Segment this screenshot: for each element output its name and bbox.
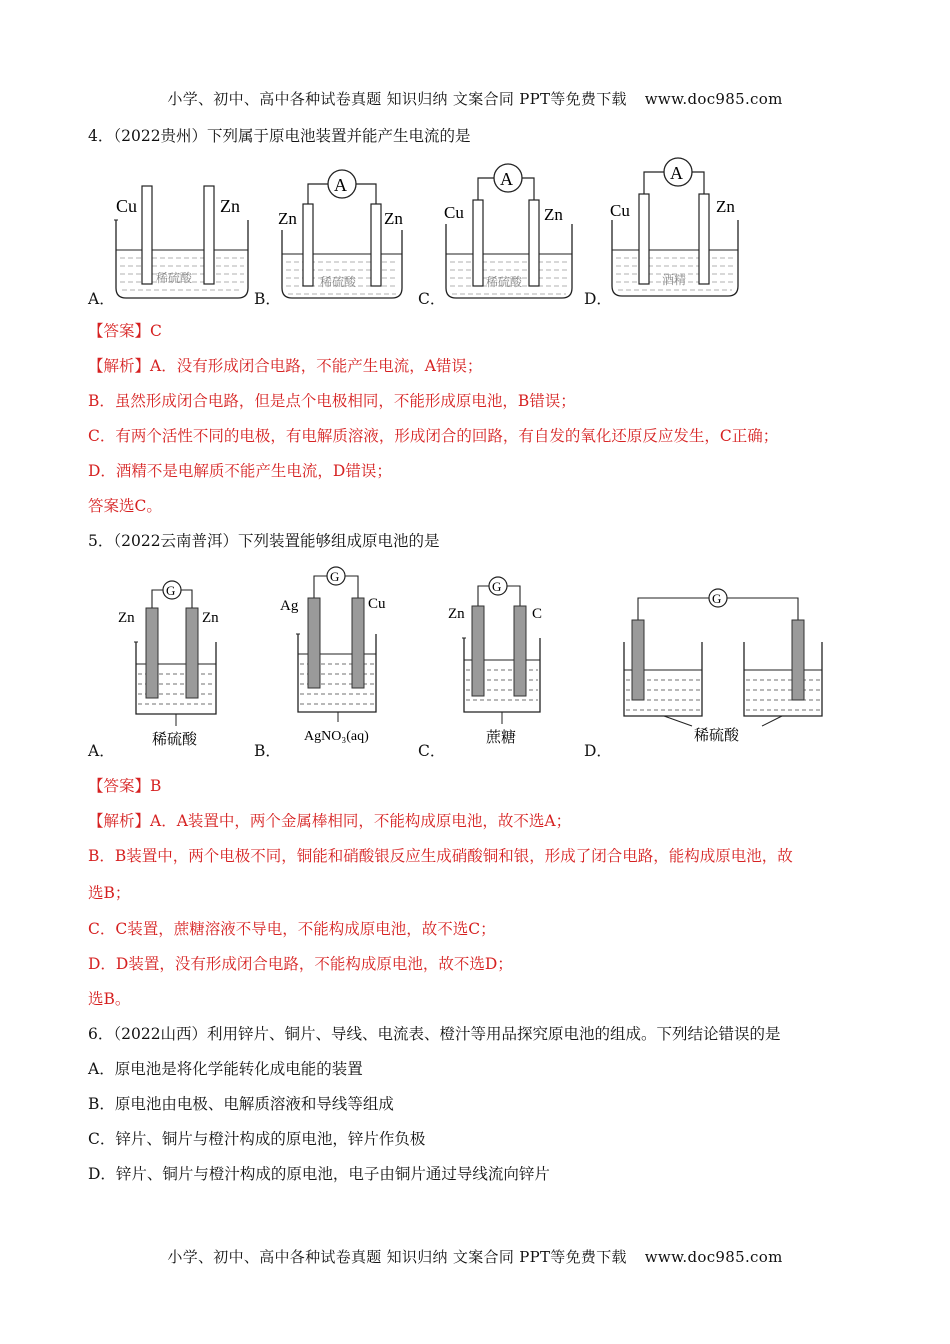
q5-option-b: B． (254, 742, 281, 760)
q4d-right-label: Zn (716, 197, 735, 216)
q4a-left-label: Cu (116, 196, 138, 216)
page-footer (0, 1246, 950, 1267)
q5b-liquid-label: AgNO₃(aq) (304, 729, 369, 744)
q4-analysis-0: 【解析】A．没有形成闭合电路，不能产生电流，A错误； (88, 357, 483, 375)
q5-option-a: A． (88, 742, 115, 760)
q6-choice-d: D．锌片、铜片与橙汁构成的原电池，电子由铜片通过导线流向锌片 (88, 1165, 550, 1183)
q4d-left-label: Cu (610, 201, 630, 220)
q4-analysis-2: C．有两个活性不同的电极，有电解质溶液，形成闭合的回路，有自发的氧化还原反应发生，C正确； (88, 427, 779, 445)
header-text: 小学、初中、高中各种试卷真题 知识归纳 文案合同 PPT等免费下载 (167, 90, 627, 108)
q4b-right-label: Zn (384, 209, 403, 228)
q4-fig-a (112, 180, 252, 302)
q5-stem: 5．（2022云南普洱）下列装置能够组成原电池的是 (88, 532, 440, 550)
q4-option-c: C． (418, 290, 446, 308)
q6-stem: 6．（2022山西）利用锌片、铜片、导线、电流表、橙汁等用品探究原电池的组成。下列结论错误的是 (88, 1025, 781, 1043)
q4b-meter-label: A (334, 175, 347, 195)
q4a-right-label: Zn (220, 196, 240, 216)
q4-option-b: B． (254, 290, 281, 308)
q5b-left-label: Ag (280, 598, 299, 614)
q5-answer: 【答案】B (88, 777, 162, 795)
q6-choice-c: C．锌片、铜片与橙汁构成的原电池，锌片作负极 (88, 1130, 426, 1148)
q5-fig-d (612, 586, 842, 746)
q5-analysis-0: 【解析】A．A装置中，两个金属棒相同，不能构成原电池，故不选A； (88, 812, 572, 830)
q4-option-d: D． (584, 290, 612, 308)
q5c-left-label: Zn (448, 606, 465, 622)
header-url: www.doc985.com (644, 90, 783, 108)
q5-fig-b (278, 562, 390, 746)
q4-fig-c (442, 162, 576, 302)
q4-fig-b (278, 168, 406, 302)
q5c-right-label: C (532, 606, 543, 622)
q4-answer: 【答案】C (88, 322, 162, 340)
q5a-left-label: Zn (118, 610, 135, 626)
q5-option-c: C． (418, 742, 446, 760)
q5-analysis-1: B．B装置中，两个电极不同，铜能和硝酸银反应生成硝酸铜和银，形成了闭合电路，能构成原电池，故 (88, 847, 793, 865)
q4d-meter-label: A (670, 163, 683, 183)
q6-choice-a: A．原电池是将化学能转化成电能的装置 (88, 1060, 363, 1078)
q6-choice-b: B．原电池由电极、电解质溶液和导线等组成 (88, 1095, 394, 1113)
q4c-liquid-label: 稀硫酸 (486, 275, 523, 289)
q4a-liquid-label: 稀硫酸 (156, 271, 193, 285)
q4-stem: 4．（2022贵州）下列属于原电池装置并能产生电流的是 (88, 127, 471, 145)
page-header (0, 88, 950, 109)
q4c-left-label: Cu (444, 203, 464, 222)
q5b-right-label: Cu (368, 596, 386, 612)
q5-analysis-2: 选B； (88, 884, 131, 902)
q5c-meter-label: G (492, 579, 502, 594)
q4d-liquid-label: 酒精 (662, 273, 687, 287)
q4-analysis-3: D．酒精不是电解质不能产生电流，D错误； (88, 462, 392, 480)
q4-analysis-1: B．虽然形成闭合电路，但是点个电极相同，不能形成原电池，B错误； (88, 392, 576, 410)
q4b-liquid-label: 稀硫酸 (320, 275, 357, 289)
q5d-meter-label: G (712, 591, 722, 606)
q4-fig-d (608, 156, 742, 300)
q5a-liquid-label: 稀硫酸 (152, 732, 198, 748)
q5-analysis-3: C．C装置，蔗糖溶液不导电，不能构成原电池，故不选C； (88, 920, 496, 938)
q5a-right-label: Zn (202, 610, 219, 626)
q5a-meter-label: G (166, 583, 176, 598)
q4-analysis-4: 答案选C。 (88, 497, 162, 515)
q5-analysis-5: 选B。 (88, 990, 131, 1008)
q5-option-d: D． (584, 742, 612, 760)
q5b-meter-label: G (330, 569, 340, 584)
q4c-right-label: Zn (544, 205, 563, 224)
q5c-liquid-label: 蔗糖 (486, 730, 517, 746)
q5-analysis-4: D．D装置，没有形成闭合电路，不能构成原电池，故不选D； (88, 955, 513, 973)
q5-fig-a (116, 578, 232, 748)
footer-text: 小学、初中、高中各种试卷真题 知识归纳 文案合同 PPT等免费下载 (167, 1248, 627, 1266)
q4-option-a: A． (88, 290, 115, 308)
q4b-left-label: Zn (278, 209, 297, 228)
footer-url: www.doc985.com (644, 1248, 783, 1266)
q4c-meter-label: A (500, 169, 513, 189)
q5-fig-c (446, 572, 556, 746)
q5d-liquid-label: 稀硫酸 (694, 728, 740, 744)
